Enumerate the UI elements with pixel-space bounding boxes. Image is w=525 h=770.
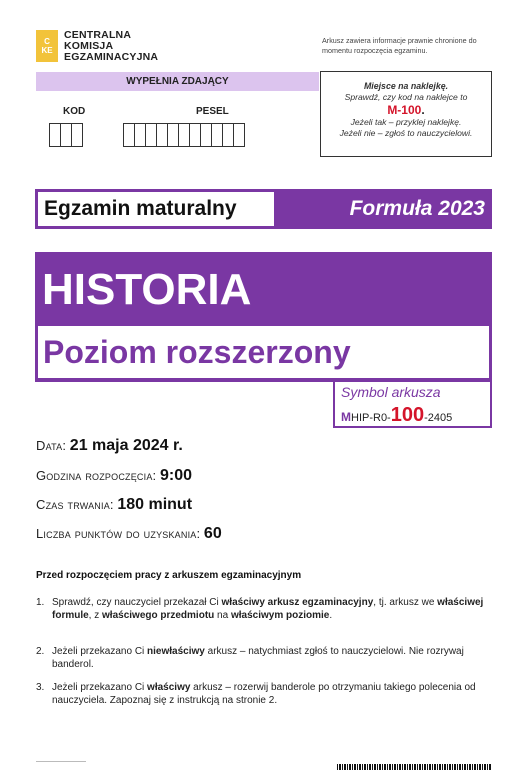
exam-points: Liczba punktów do uzyskania: 60 [36, 525, 222, 542]
kod-label: KOD [63, 106, 86, 117]
digit-box[interactable] [233, 123, 245, 147]
sheet-symbol-code: MHIP-R0-100-2405 [341, 404, 453, 426]
cke-logo-text: CENTRALNA KOMISJA EGZAMINACYJNA [64, 29, 159, 63]
sheet-symbol-box [333, 379, 492, 428]
cke-logo-icon: C KE [36, 30, 58, 62]
sticker-title: Miejsce na naklejkę. [363, 81, 449, 91]
exam-formula: Formuła 2023 [349, 197, 485, 220]
sticker-no-text: Jeżeli nie – zgłoś to nauczycielowi. [339, 128, 473, 138]
digit-box[interactable] [71, 123, 83, 147]
subject-level: Poziom rozszerzony [38, 326, 489, 378]
pesel-input-boxes[interactable] [123, 123, 244, 147]
instruction-item: 3. Jeżeli przekazano Ci właściwy arkusz – rozerwij banderole po otrzymaniu takiego polecenia od nauczyciela. Zapoznaj się z instrukcją na stronie 2. [36, 682, 476, 706]
exam-type-bar [35, 189, 492, 229]
exam-date: Data: 21 maja 2024 r. [36, 437, 183, 454]
exam-start-time: Godzina rozpoczęcia: 9:00 [36, 467, 192, 484]
sticker-code: M-100. [387, 103, 425, 117]
candidate-fill-header: WYPEŁNIA ZDAJĄCY [36, 72, 319, 91]
instructions-heading: Przed rozpoczęciem pracy z arkuszem egzaminacyjnym [36, 570, 302, 581]
instruction-item: 1. Sprawdź, czy nauczyciel przekazał Ci właściwy arkusz egzaminacyjny, tj. arkusz we właściwej formule, z właściwego przedmiotu na właściwym poziomie. [36, 597, 484, 621]
barcode [337, 764, 492, 770]
subject-title: HISTORIA [42, 265, 252, 314]
sticker-yes-text: Jeżeli tak – przyklej naklejkę. [350, 117, 462, 127]
exam-duration: Czas trwania: 180 minut [36, 496, 193, 513]
footer-rule [36, 761, 86, 767]
instruction-item: 2. Jeżeli przekazano Ci niewłaściwy arkusz – natychmiast zgłoś to nauczycielowi. Nie rozrywaj banderol. [36, 646, 464, 670]
sticker-placeholder [320, 71, 492, 157]
subject-block [35, 252, 492, 382]
cke-logo [36, 30, 158, 63]
pesel-label: PESEL [196, 106, 229, 117]
sheet-symbol-label: Symbol arkusza [341, 384, 441, 400]
exam-name: Egzamin maturalny [38, 192, 274, 226]
sticker-check-text: Sprawdź, czy kod na naklejce to [344, 92, 468, 102]
kod-input-boxes[interactable] [49, 123, 82, 147]
legal-notice: Arkusz zawiera informacje prawnie chronione do momentu rozpoczęcia egzaminu. [322, 36, 477, 55]
